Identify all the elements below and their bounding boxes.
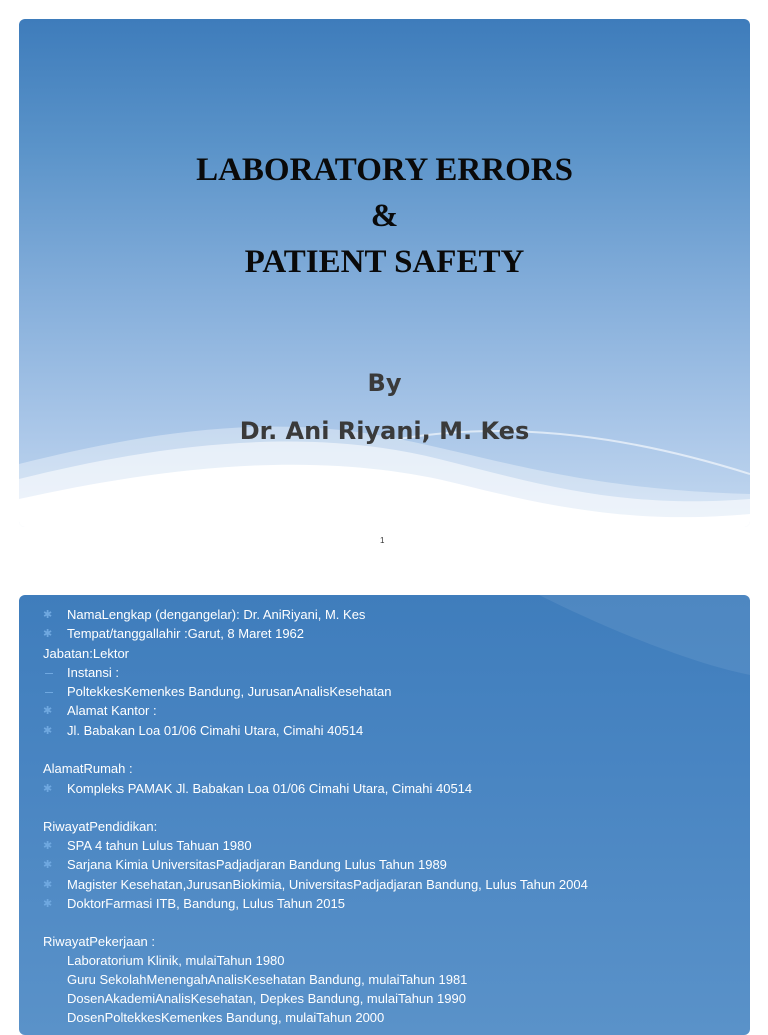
profile-line-home: Kompleks PAMAK Jl. Babakan Loa 01/06 Cimahi Utara, Cimahi 40514 bbox=[67, 781, 473, 796]
bullet-icon: ✱ bbox=[43, 859, 53, 871]
bullet-icon: ✱ bbox=[43, 898, 53, 910]
bullet-icon: ✱ bbox=[43, 783, 53, 795]
education-item: Magister Kesehatan,JurusanBiokimia, UniversitasPadjadjaran Bandung, Lulus Tahun 2004 bbox=[67, 877, 588, 892]
bullet-icon: ✱ bbox=[43, 725, 53, 737]
dash-icon bbox=[45, 692, 53, 693]
bullet-icon: ✱ bbox=[43, 609, 53, 621]
bullet-icon: ✱ bbox=[43, 840, 53, 852]
profile-line-education-label: RiwayatPendidikan: bbox=[43, 819, 158, 834]
education-item: Sarjana Kimia UniversitasPadjadjaran Bandung Lulus Tahun 1989 bbox=[67, 857, 447, 872]
bullet-icon: ✱ bbox=[43, 705, 53, 717]
profile-line-home-label: AlamatRumah : bbox=[43, 761, 133, 776]
title-line-1: LABORATORY ERRORS bbox=[196, 152, 573, 188]
work-item: DosenAkademiAnalisKesehatan, Depkes Bandung, mulaiTahun 1990 bbox=[67, 991, 466, 1006]
profile-line-institution-label: Instansi : bbox=[67, 665, 120, 680]
work-item: DosenPoltekkesKemenkes Bandung, mulaiTahun 2000 bbox=[67, 1010, 385, 1025]
title-line-2: & bbox=[370, 198, 399, 234]
profile-line-position: Jabatan:Lektor bbox=[43, 646, 130, 661]
author-name: Dr. Ani Riyani, M. Kes bbox=[239, 417, 530, 445]
title-slide bbox=[19, 19, 750, 527]
title-line-3: PATIENT SAFETY bbox=[244, 244, 525, 280]
bullet-icon: ✱ bbox=[43, 628, 53, 640]
by-label: By bbox=[367, 369, 402, 397]
bullet-icon: ✱ bbox=[43, 879, 53, 891]
education-item: DoktorFarmasi ITB, Bandung, Lulus Tahun 2015 bbox=[67, 896, 345, 911]
profile-line-birth: Tempat/tanggallahir :Garut, 8 Maret 1962 bbox=[67, 626, 305, 641]
education-item: SPA 4 tahun Lulus Tahuan 1980 bbox=[67, 838, 252, 853]
profile-line-institution: PoltekkesKemenkes Bandung, JurusanAnalisKesehatan bbox=[67, 684, 392, 699]
work-item: Guru SekolahMenengahAnalisKesehatan Bandung, mulaiTahun 1981 bbox=[67, 972, 468, 987]
profile-line-office: Jl. Babakan Loa 01/06 Cimahi Utara, Cimahi 40514 bbox=[67, 723, 364, 738]
work-item: Laboratorium Klinik, mulaiTahun 1980 bbox=[67, 953, 285, 968]
page-number: 1 bbox=[380, 536, 385, 545]
dash-icon bbox=[45, 673, 53, 674]
profile-line-work-label: RiwayatPekerjaan : bbox=[43, 934, 155, 949]
profile-line-office-label: Alamat Kantor : bbox=[67, 703, 157, 718]
profile-line-name: NamaLengkap (dengangelar): Dr. AniRiyani, M. Kes bbox=[67, 607, 366, 622]
profile-slide bbox=[19, 595, 750, 1035]
